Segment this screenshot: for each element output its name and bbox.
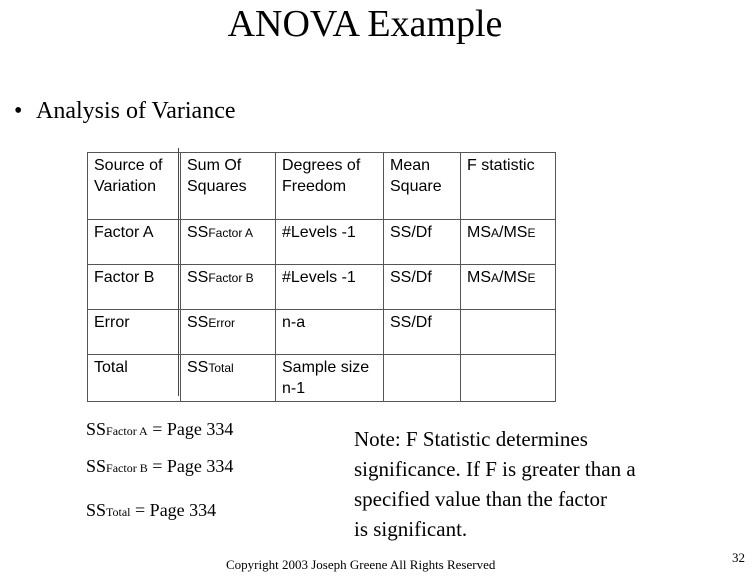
cell-ms: SS/Df bbox=[384, 265, 461, 310]
cell-f bbox=[461, 310, 556, 355]
cell-f: MSA/MSE bbox=[461, 220, 556, 265]
equation-ss-total: SSTotal = Page 334 bbox=[86, 500, 217, 520]
equation-ss-factor-b: SSFactor B = Page 334 bbox=[86, 456, 234, 476]
table-row bbox=[88, 265, 556, 310]
cell-source: Factor B bbox=[88, 265, 181, 310]
anova-table bbox=[87, 152, 556, 402]
table-row bbox=[88, 220, 556, 265]
bullet-item bbox=[14, 96, 236, 126]
cell-df: #Levels -1 bbox=[276, 220, 384, 265]
cell-f: MSA/MSE bbox=[461, 265, 556, 310]
cell-df: n-a bbox=[276, 310, 384, 355]
equation-ss-factor-a: SSFactor A = Page 334 bbox=[86, 419, 234, 439]
header-degrees-of-freedom: Degrees of Freedom bbox=[276, 153, 384, 220]
bullet-dot-icon: • bbox=[14, 98, 23, 124]
slide-title: ANOVA Example bbox=[227, 3, 503, 45]
header-f-statistic: F statistic bbox=[461, 153, 556, 220]
cell-ss: SSFactor A bbox=[181, 220, 276, 265]
bullet-text: Analysis of Variance bbox=[36, 98, 236, 124]
cell-source: Factor A bbox=[88, 220, 181, 265]
cell-ss: SSError bbox=[181, 310, 276, 355]
copyright-footer: Copyright 2003 Joseph Greene All Rights Reserved bbox=[226, 557, 496, 572]
page-number: 32 bbox=[732, 550, 745, 565]
header-mean-square: Mean Square bbox=[384, 153, 461, 220]
cell-f bbox=[461, 355, 556, 402]
cell-ms: SS/Df bbox=[384, 220, 461, 265]
cell-df: #Levels -1 bbox=[276, 265, 384, 310]
table-header-row bbox=[88, 153, 556, 220]
header-source: Source of Variation bbox=[88, 153, 181, 220]
table-row bbox=[88, 310, 556, 355]
cell-ms: SS/Df bbox=[384, 310, 461, 355]
cell-source: Total bbox=[88, 355, 181, 402]
cell-ms bbox=[384, 355, 461, 402]
header-sum-of-squares: Sum Of Squares bbox=[181, 153, 276, 220]
table-row bbox=[88, 355, 556, 402]
cell-source: Error bbox=[88, 310, 181, 355]
note-text: Note: F Statistic determines significance. If F is greater than a specified value than the factor is significant. bbox=[354, 427, 636, 541]
cell-df: Sample size n-1 bbox=[276, 355, 384, 402]
cell-ss: SSFactor B bbox=[181, 265, 276, 310]
cell-ss: SSTotal bbox=[181, 355, 276, 402]
